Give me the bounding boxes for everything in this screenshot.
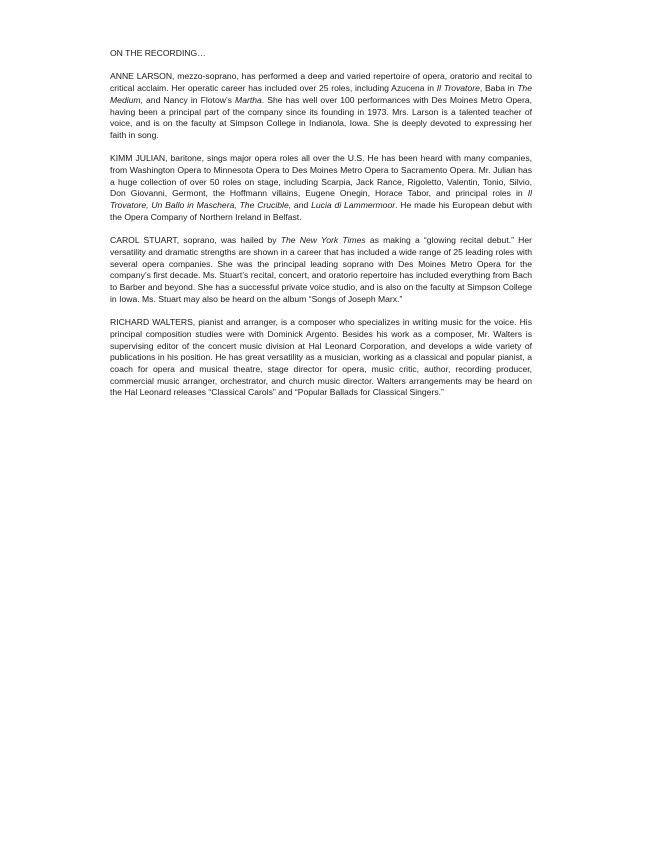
opera-title: Il Trovatore, Un Ballo in Maschera, The Crucible,	[110, 188, 532, 211]
publication-title: The New York Times	[280, 235, 366, 246]
bio-kimm-julian	[110, 153, 532, 223]
opera-title: Lucia di Lammermoor	[311, 200, 396, 211]
opera-title: Martha	[235, 94, 262, 105]
opera-title: Il Trovatore	[436, 83, 480, 94]
bio-text: ANNE LARSON, mezzo-soprano, has performed a deep and varied repertoire of opera, oratorio and recital to critical acclaim. Her operatic career has included over 25 roles, including Azucena in	[110, 71, 532, 94]
bio-anne-larson	[110, 71, 532, 141]
bio-text: , Baba in	[479, 83, 518, 94]
bio-carol-stuart	[110, 235, 532, 305]
bio-text: as making a “glowing recital debut.” Her versatility and dramatic strengths are shown in a career that has included a wide range of 25 leading roles with several opera companies. She was the principal leading soprano with Des Moines Metro Opera for the company’s first decade. Ms. Stuart’s recital, concert, and oratorio repertoire has included everything from Bach to Barber and beyond. She has a successful private voice studio, and is also on the faculty at Simpson College in Iowa. Ms. Stuart may also be heard on the album “Songs of Joseph Marx.”	[110, 235, 532, 304]
bio-text: . He made his European debut with the Opera Company of Northern Ireland in Belfast.	[110, 200, 532, 222]
bio-text: CAROL STUART, soprano, was hailed by	[110, 235, 281, 246]
bio-text: KIMM JULIAN, baritone, sings major opera roles all over the U.S. He has been heard with many companies, from Washington Opera to Minnesota Opera to Des Moines Metro Opera to Sacramento Opera. Mr. Julian has a huge collection of over 50 roles on stage, including Scarpia, Jack Rance, Rigoletto, Valentin, Tonio, Silvio, Don Giovanni, Germont, the Hoffmann villains, Eugene Onegin, Horace Tabor, and principal roles in	[110, 153, 532, 199]
bio-text: . She has well over 100 performances with Des Moines Metro Opera, having been a principal part of the company since its founding in 1973. Mrs. Larson is a talented teacher of voice, and is on the faculty at Simpson College in Indianola, Iowa. She is deeply devoted to expressing her faith in song.	[110, 94, 532, 140]
document-page	[110, 48, 532, 399]
bio-text: and	[291, 200, 312, 211]
bio-text: RICHARD WALTERS, pianist and arranger, is a composer who specializes in writing music for the voice. His principal composition studies were with Dominick Argento. Besides his work as a composer, Mr. Walters is supervising editor of the concert music division at Hal Leonard Corporation, and develops a wide variety of publications in his position. He has great versatility as a musician, working as a classical and popular pianist, a coach for opera and musical theatre, stage director for opera, music critic, author, recording producer, commercial music arranger, orchestrator, and church music director. Walters arrangements may be heard on the Hal Leonard releases “Classical Carols” and “Popular Ballads for Classical Singers.”	[110, 317, 532, 398]
opera-title: The Medium,	[110, 83, 532, 105]
bio-richard-walters	[110, 317, 532, 399]
page-heading: ON THE RECORDING…	[110, 48, 206, 58]
bio-text: and Nancy in Flotow’s	[142, 94, 236, 105]
